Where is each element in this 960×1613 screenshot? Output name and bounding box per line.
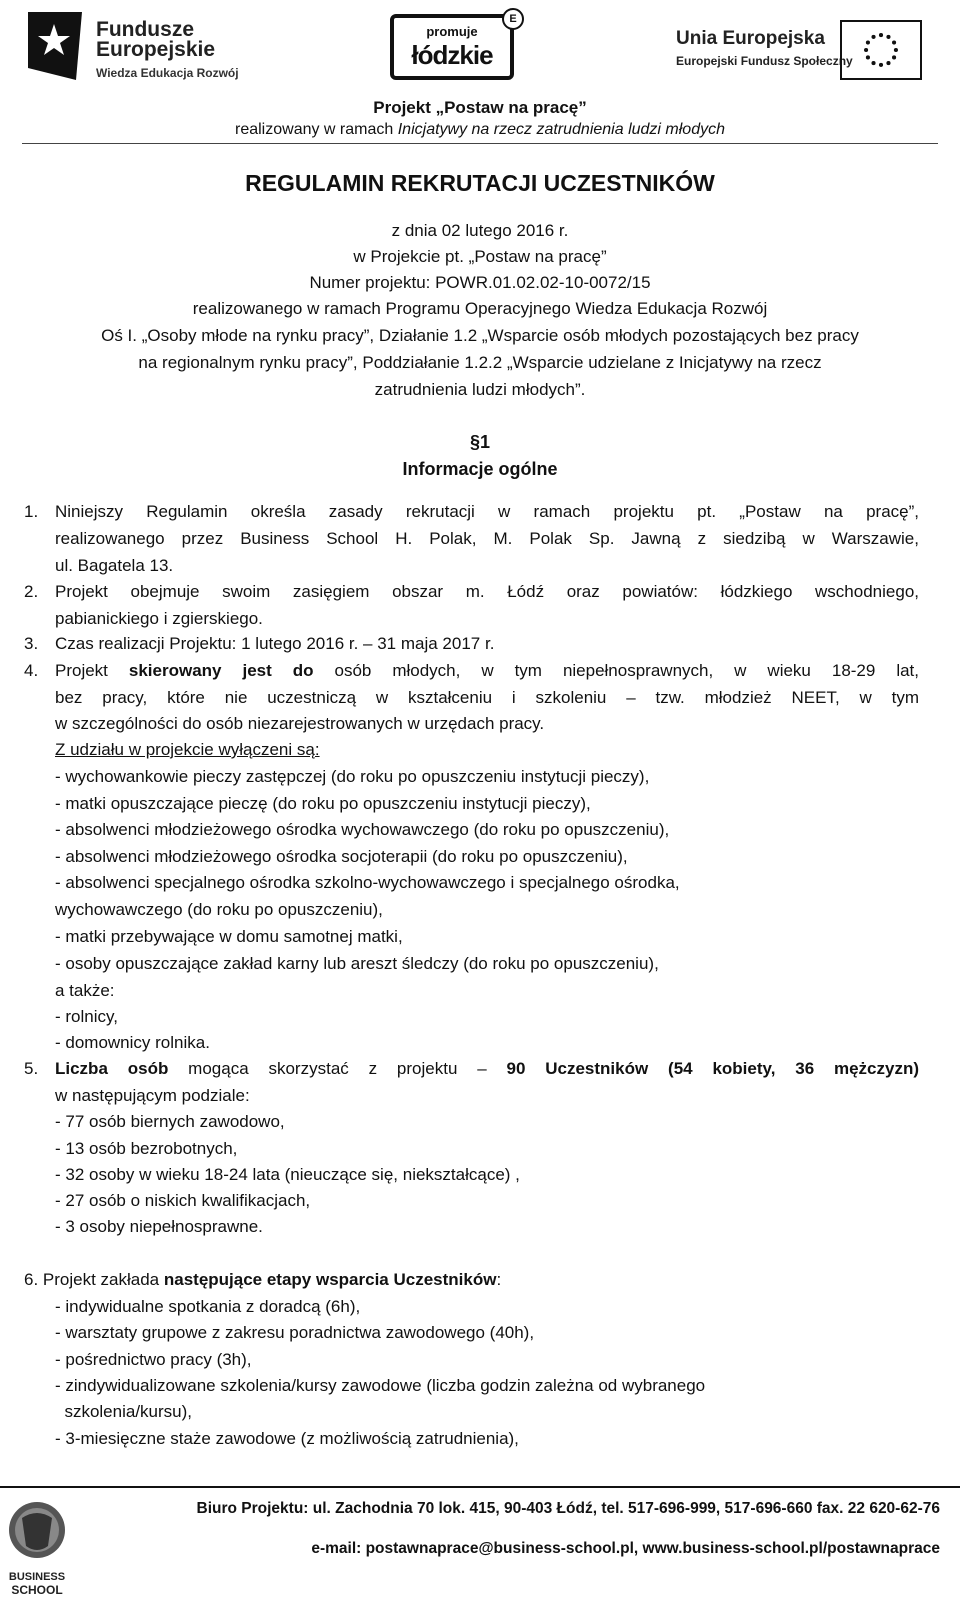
header-divider [22,143,938,144]
point-6-line: 6. Projekt zakłada następujące etapy wsparcia Uczestników: [24,1270,502,1289]
eu-flag-icon [840,20,922,80]
intro-line: w Projekcie pt. „Postaw na pracę” [353,247,607,266]
ue-title: Unia Europejska [676,28,825,49]
participant-group: - 13 osób bezrobotnych, [55,1139,238,1158]
business-logo-text: BUSINESS [8,1571,66,1583]
lodz-logo-mark: E [502,8,524,30]
document-title: REGULAMIN REKRUTACJI UCZESTNIKÓW [245,170,715,196]
intro-line: Numer projektu: POWR.01.02.02-10-0072/15 [309,273,651,292]
lodz-logo-main: łódzkie [411,40,493,70]
participant-group: - 3 osoby niepełnosprawne. [55,1217,263,1236]
intro-line: na regionalnym rynku pracy”, Poddziałanie 1.2.2 „Wsparcie udzielane z Inicjatywy na rzecz [138,353,822,372]
point-number: 1. [24,502,39,521]
point-number: 2. [24,582,39,601]
point-number: 5. [24,1059,39,1078]
project-header-subtitle: realizowany w ramach Inicjatywy na rzecz zatrudnienia ludzi młodych [235,121,725,138]
intro-line: zatrudnienia ludzi młodych”. [374,380,586,399]
point-5-line: Liczba osób mogąca skorzystać z projektu – 90 Uczestników (54 kobiety, 36 mężczyzn) [55,1059,920,1078]
support-stage: - 3-miesięczne staże zawodowe (z możliwością zatrudnienia), [55,1429,519,1448]
point-3-line: Czas realizacji Projektu: 1 lutego 2016 r. – 31 maja 2017 r. [55,634,495,653]
fe-name: Fundusze Europejskie [96,18,216,61]
point-1-line: ul. Bagatela 13. [55,556,174,575]
participant-group: - 77 osób biernych zawodowo, [55,1112,285,1131]
section-title: Informacje ogólne [402,459,558,479]
support-stage: - pośrednictwo pracy (3h), [55,1350,252,1369]
section-number: §1 [469,432,491,452]
unia-europejska-logo [676,28,936,78]
excluded-item: - domownicy rolnika. [55,1033,210,1052]
support-stage: - zindywidualizowane szkolenia/kursy zawodowe (liczba godzin zależna od wybranego [55,1376,706,1395]
footer-contact: e-mail: postawnaprace@business-school.pl, www.business-school.pl/postawnaprace [311,1540,940,1557]
point-1-line: Niniejszy Regulamin określa zasady rekrutacji w ramach projektu pt. „Postaw na pracę”, [55,502,919,521]
fe-tagline: Wiedza Edukacja Rozwój [96,66,239,80]
excluded-item: - absolwenci młodzieżowego ośrodka socjoterapii (do roku po opuszczeniu), [55,847,628,866]
point-4-line: Projekt skierowany jest do osób młodych, w tym niepełnosprawnych, w wieku 18-29 lat, [55,661,919,680]
footer-divider [0,1486,960,1488]
intro-line: realizowanego w ramach Programu Operacyjnego Wiedza Edukacja Rozwój [192,299,768,318]
excluded-item: wychowawczego (do roku po opuszczeniu), [55,900,383,919]
project-header-title: Projekt „Postaw na pracę” [373,98,587,117]
point-number: 3. [24,634,39,653]
support-stage: - indywidualne spotkania z doradcą (6h), [55,1297,361,1316]
intro-line: z dnia 02 lutego 2016 r. [391,221,569,240]
point-4-line: bez pracy, które nie uczestniczą w kształceniu i szkoleniu – tzw. młodzież NEET, w tym [55,688,919,707]
footer-address: Biuro Projektu: ul. Zachodnia 70 lok. 415, 90-403 Łódź, tel. 517-696-999, 517-696-660 fax. 22 620-62-76 [196,1500,940,1517]
point-2-line: pabianickiego i zgierskiego. [55,609,263,628]
excluded-item: - osoby opuszczające zakład karny lub areszt śledczy (do roku po opuszczeniu), [55,954,659,973]
ue-subtitle: Europejski Fundusz Społeczny [676,54,853,68]
excluded-item: - rolnicy, [55,1007,118,1026]
intro-line: Oś I. „Osoby młode na rynku pracy”, Działanie 1.2 „Wsparcie osób młodych pozostających bez pracy [101,326,859,345]
participant-group: - 32 osoby w wieku 18-24 lata (nieuczące się, niekształcące) , [55,1165,520,1184]
promuje-lodzkie-logo [390,13,517,80]
fe-star-icon [24,8,86,84]
fundusze-europejskie-logo [24,8,254,88]
point-2-line: Projekt obejmuje swoim zasięgiem obszar m. Łódź oraz powiatów: łódzkiego wschodniego, [55,582,919,601]
excluded-item: - matki opuszczające pieczę (do roku po opuszczeniu instytucji pieczy), [55,794,591,813]
excluded-item: - wychowankowie pieczy zastępczej (do roku po opuszczeniu instytucji pieczy), [55,767,650,786]
excluded-heading: Z udziału w projekcie wyłączeni są: [55,740,320,759]
school-logo-text: SCHOOL [11,1583,63,1597]
participant-group: - 27 osób o niskich kwalifikacjach, [55,1191,311,1210]
business-school-logo [4,1488,70,1608]
excluded-item: - absolwenci młodzieżowego ośrodka wychowawczego (do roku po opuszczeniu), [55,820,670,839]
support-stage: szkolenia/kursu), [55,1402,192,1421]
excluded-item: - matki przebywające w domu samotnej matki, [55,927,403,946]
support-stage: - warsztaty grupowe z zakresu poradnictwa zawodowego (40h), [55,1323,535,1342]
excluded-item: a także: [55,981,115,1000]
point-5-line: w następującym podziale: [55,1086,250,1105]
excluded-item: - absolwenci specjalnego ośrodka szkolno-wychowawczego i specjalnego ośrodka, [55,873,680,892]
point-4-line: w szczególności do osób niezarejestrowanych w urzędach pracy. [55,714,545,733]
header-logos [0,0,960,96]
point-1-line: realizowanego przez Business School H. Polak, M. Polak Sp. Jawną z siedzibą w Warszawie, [55,529,919,548]
point-number: 4. [24,661,39,680]
lodz-logo-top: promuje [426,24,478,39]
